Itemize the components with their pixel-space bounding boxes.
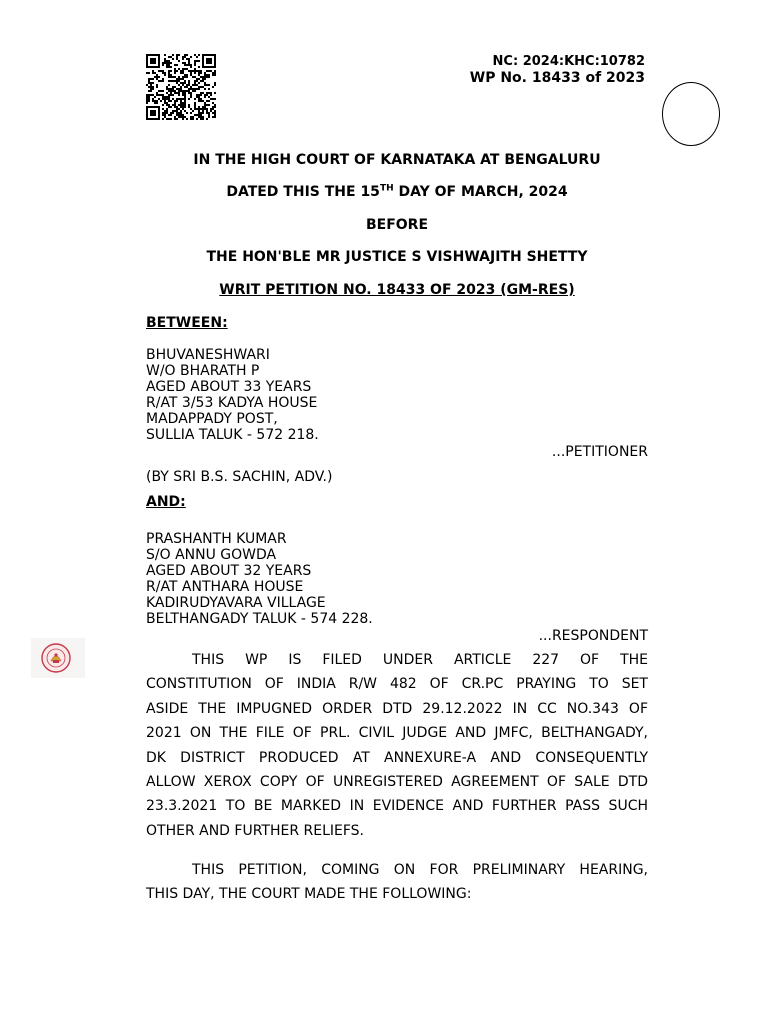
prayer-line: ASIDE THE IMPUGNED ORDER DTD 29.12.2022 IN CC NO.343 OF: [146, 700, 648, 717]
respondent-line: R/AT ANTHARA HOUSE: [146, 579, 304, 595]
prayer-line: 2021 ON THE FILE OF PRL. CIVIL JUDGE AND JMFC, BELTHANGADY,: [146, 725, 648, 742]
justice-name: THE HON'BLE MR JUSTICE S VISHWAJITH SHETTY: [206, 249, 588, 265]
petition-title: WRIT PETITION NO. 18433 OF 2023 (GM-RES): [219, 282, 575, 298]
court-title: IN THE HIGH COURT OF KARNATAKA AT BENGALURU: [193, 152, 601, 168]
respondent-address: [146, 531, 373, 627]
respondent-line: S/O ANNU GOWDA: [146, 547, 277, 563]
prayer-line: DK DISTRICT PRODUCED AT ANNEXURE-A AND CONSEQUENTLY: [146, 749, 648, 766]
petitioner-line: R/AT 3/53 KADYA HOUSE: [146, 395, 318, 411]
petitioner-address: [146, 347, 319, 443]
petitioner-line: BHUVANESHWARI: [146, 347, 270, 363]
petitioner-line: SULLIA TALUK - 572 218.: [146, 427, 319, 443]
neutral-citation: NC: 2024:KHC:10782: [492, 54, 645, 69]
before-heading: BEFORE: [365, 217, 429, 233]
dated-line: DATED THIS THE 15TH DAY OF MARCH, 2024: [226, 183, 568, 200]
prayer-paragraph: [146, 648, 648, 843]
hearing-line: THIS PETITION, COMING ON FOR PRELIMINARY HEARING,: [192, 862, 648, 878]
hearing-paragraph: [146, 858, 648, 907]
petitioner-line: MADAPPADY POST,: [146, 411, 278, 427]
court-seal-icon: [31, 638, 85, 678]
prayer-line: ALLOW XEROX COPY OF UNREGISTERED AGREEMENT OF SALE DTD: [146, 774, 648, 791]
respondent-line: AGED ABOUT 32 YEARS: [146, 563, 312, 579]
prayer-line: CONSTITUTION OF INDIA R/W 482 OF CR.PC PRAYING TO SET: [146, 676, 648, 693]
respondent-line: BELTHANGADY TALUK - 574 228.: [146, 611, 373, 627]
prayer-line: THIS WP IS FILED UNDER ARTICLE 227 OF THE: [192, 652, 648, 668]
wp-number: WP No. 18433 of 2023: [469, 70, 645, 86]
petitioner-line: W/O BHARATH P: [146, 363, 260, 379]
petitioner-counsel: (BY SRI B.S. SACHIN, ADV.): [146, 469, 333, 485]
petitioner-line: AGED ABOUT 33 YEARS: [146, 379, 312, 395]
blank-circle-mark: [662, 82, 720, 146]
between-label: BETWEEN:: [146, 315, 228, 331]
respondent-role: ...RESPONDENT: [538, 628, 648, 644]
prayer-line: 23.3.2021 TO BE MARKED IN EVIDENCE AND FURTHER PASS SUCH: [146, 798, 648, 815]
respondent-line: KADIRUDYAVARA VILLAGE: [146, 595, 326, 611]
and-label: AND:: [146, 494, 186, 510]
qr-code-icon: [146, 54, 216, 120]
hearing-line: THIS DAY, THE COURT MADE THE FOLLOWING:: [146, 886, 472, 903]
respondent-line: PRASHANTH KUMAR: [146, 531, 287, 547]
petitioner-role: ...PETITIONER: [551, 444, 648, 460]
prayer-line: OTHER AND FURTHER RELIEFS.: [146, 822, 365, 839]
